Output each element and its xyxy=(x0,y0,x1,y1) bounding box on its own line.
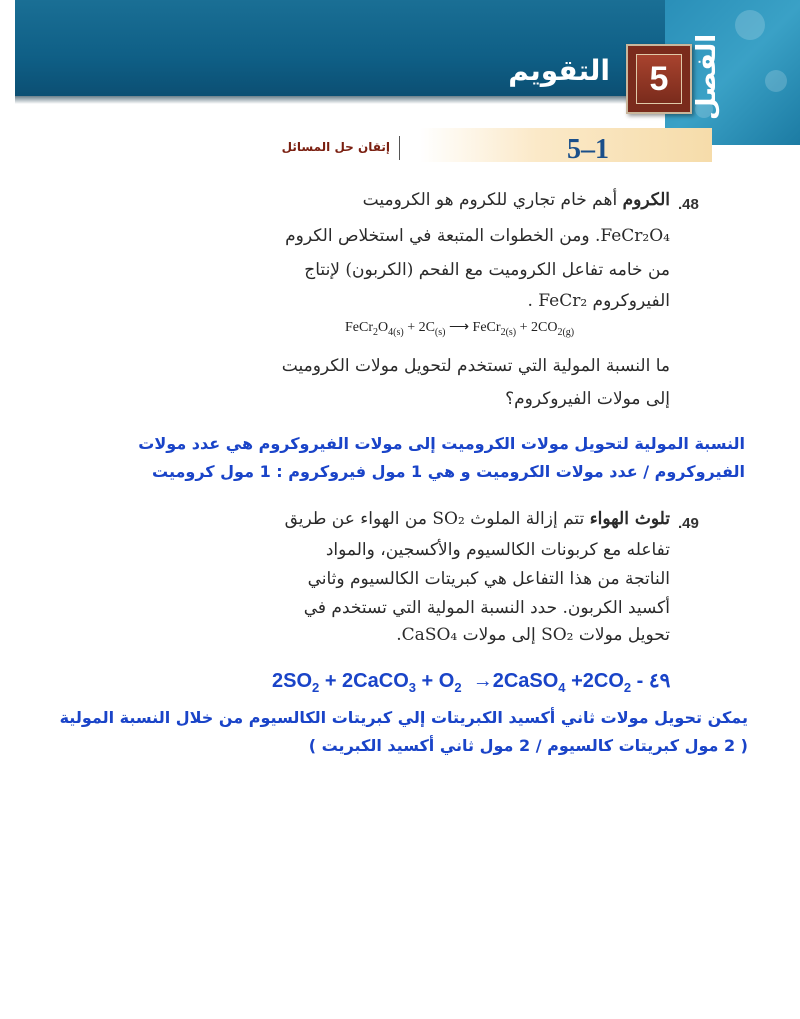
question-49-line: تحويل مولات SO₂ إلى مولات CaSO₄. xyxy=(396,625,670,645)
answer-49-equation: $2SO_2$ + 2CaCO$_3$ + $O_2$ →2CaSO$_4$ $+2CO_2$ ٤٩ - xyxy=(272,670,671,695)
question-48-line: FeCr₂O₄. ومن الخطوات المتبعة في استخلاص الكروم xyxy=(285,226,670,246)
question-49-line: تفاعله مع كربونات الكالسيوم والأكسجين، والمواد xyxy=(325,540,670,560)
answer-49-number: ٤٩ - xyxy=(636,670,671,692)
question-49-line xyxy=(285,509,670,529)
question-48-equation: $FeCr_2O_{4(s)} + 2C_{(s)}$ ⟶ FeCr$_{2(s)}$ + $2CO_{2(g)}$ xyxy=(345,320,575,338)
answer-48-line: الفيروكروم / عدد مولات الكروميت و هي 1 مول فيروكروم : 1 مول كروميت xyxy=(152,462,745,481)
chapter-title: التقويم xyxy=(508,54,610,87)
section-label: إتقان حل المسائل xyxy=(281,140,390,154)
question-49-line: أكسيد الكربون. حدد النسبة المولية التي تستخدم في xyxy=(303,598,670,618)
question-48-prompt: إلى مولات الفيروكروم؟ xyxy=(505,389,670,409)
question-48-line: من خامه تفاعل الكروميت مع الفحم (الكربون) لإنتاج xyxy=(304,260,670,280)
question-48-text: أهم خام تجاري للكروم هو الكروميت xyxy=(362,190,618,210)
header-shadow xyxy=(15,96,665,104)
section-number: 5–1 xyxy=(567,134,609,165)
question-49-text: تتم إزالة الملوث SO₂ من الهواء عن طريق xyxy=(284,509,585,529)
question-49-keyword: تلوث الهواء xyxy=(589,509,670,529)
question-48-number: .48 xyxy=(678,196,699,213)
answer-49-line: ( 2 مول كبريتات كالسيوم / 2 مول ثاني أكسيد الكبريت ) xyxy=(308,736,748,755)
section-divider xyxy=(399,136,400,160)
answer-49-line: يمكن تحويل مولات ثاني أكسيد الكبريتات إلي كبريتات الكالسيوم من خلال النسبة المولية xyxy=(59,708,748,727)
question-48-prompt: ما النسبة المولية التي تستخدم لتحويل مولات الكروميت xyxy=(281,356,670,376)
question-48-line xyxy=(363,190,670,210)
chapter-number: 5 xyxy=(636,54,682,104)
molecule-decoration-icon xyxy=(735,10,765,40)
answer-48-line: النسبة المولية لتحويل مولات الكروميت إلى مولات الفيروكروم هي عدد مولات xyxy=(138,434,745,453)
molecule-decoration-icon xyxy=(765,70,787,92)
question-48-line: الفيروكروم FeCr₂ . xyxy=(527,291,670,311)
question-48-keyword: الكروم xyxy=(622,190,670,210)
section-bar xyxy=(420,128,712,162)
question-49-number: .49 xyxy=(678,515,699,532)
chapter-number-badge xyxy=(626,44,692,114)
chapter-word: الفصل xyxy=(692,33,722,120)
question-49-line: الناتجة من هذا التفاعل هي كبريتات الكالسيوم وثاني xyxy=(307,569,670,589)
